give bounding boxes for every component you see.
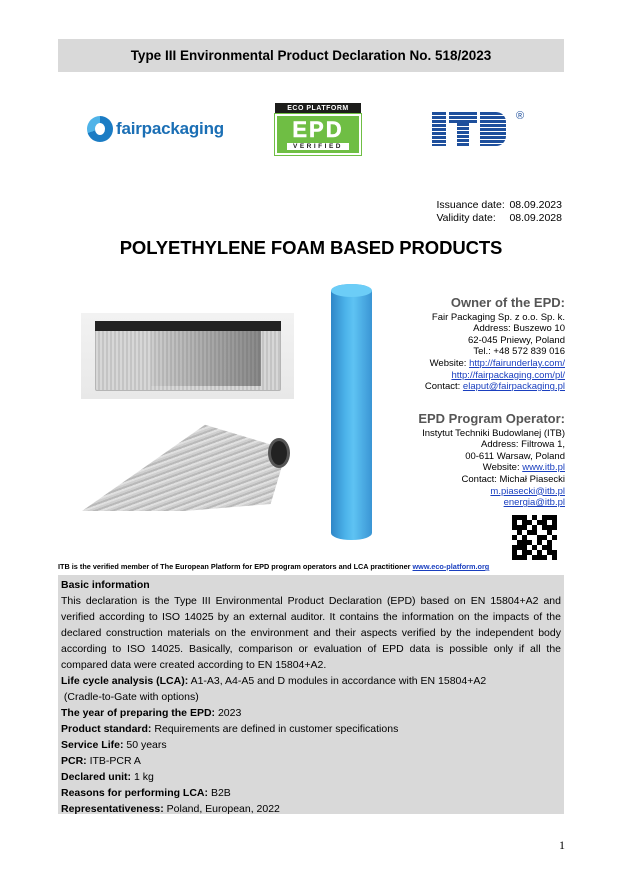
header-bar [58, 39, 564, 72]
itb-logo [432, 112, 532, 152]
declared-unit-label: Declared unit: [61, 771, 132, 783]
fairpackaging-logo-text: fairpackaging [116, 119, 224, 138]
operator-address1: Address: Filtrowa 1, [481, 439, 565, 451]
standard-label: Product standard: [61, 723, 152, 735]
owner-address1: Address: Buszewo 10 [473, 323, 565, 335]
product-title: POLYETHYLENE FOAM BASED PRODUCTS [119, 237, 503, 258]
itb-logo-b [480, 112, 506, 146]
reasons-label: Reasons for performing LCA: [61, 787, 209, 799]
itb-note-text: ITB is the verified member of The European Platform for EPD program operators and LCA practitioner [58, 562, 413, 571]
lca-note: (Cradle-to-Gate with options) [63, 691, 199, 703]
operator-name: Instytut Techniki Budowlanej (ITB) [422, 427, 565, 439]
issuance-date-label: Issuance date: [436, 199, 505, 211]
owner-contact-email[interactable]: elaput@fairpackaging.pl [462, 381, 565, 393]
product-photo-pouch [81, 313, 294, 399]
operator-block [315, 413, 565, 509]
registered-mark: ® [516, 110, 525, 122]
operator-email-1[interactable]: m.piasecki@itb.pl [490, 485, 565, 497]
dates-block [436, 199, 562, 225]
owner-company: Fair Packaging Sp. z o.o. Sp. k. [431, 311, 565, 323]
pouch-strip [95, 321, 281, 331]
operator-email-2[interactable]: energia@itb.pl [503, 497, 565, 509]
service-life-label: Service Life: [61, 739, 124, 751]
itb-logo-i [432, 112, 446, 146]
itb-membership-note [58, 562, 489, 571]
owner-website-link-1[interactable]: http://fairunderlay.com/ [469, 357, 565, 369]
validity-date-value: 08.09.2028 [509, 212, 562, 224]
operator-website-label: Website: [482, 462, 520, 474]
qr-code-icon [512, 515, 557, 560]
owner-heading: Owner of the EPD: [450, 295, 565, 310]
service-life-value: 50 years [126, 739, 167, 751]
epd-logo-box [275, 114, 361, 155]
basic-info-intro: This declaration is the Type III Environmental Product Declaration (EPD) based on EN 15804+A2 and verified according to ISO 14025 by an external auditor. It contains the information on the impacts of the declared construction materials on the environment and their aspects verified by the independent body according to ISO 14025. Basically, comparison or evaluation of EPD data is possible only if all the compared data were created according to EN 15804+A2. [61, 595, 561, 671]
pouch-shadow [151, 331, 261, 386]
eco-platform-link[interactable]: www.eco-platform.org [412, 562, 490, 571]
epd-logo-letters: EPD [292, 117, 344, 142]
owner-website-label: Website: [429, 357, 467, 369]
itb-logo-t [449, 112, 477, 146]
owner-contact-label: Contact: [424, 381, 461, 393]
owner-block [315, 297, 565, 393]
owner-tel: Tel.: +48 572 839 016 [473, 346, 565, 358]
year-label: The year of preparing the EPD: [61, 707, 216, 719]
owner-address2: 62-045 Pniewy, Poland [468, 334, 565, 346]
standard-value: Requirements are defined in customer specifications [154, 723, 399, 735]
representativeness-label: Representativeness: [61, 803, 164, 815]
epd-logo-verified: VERIFIED [287, 143, 349, 150]
lca-label: Life cycle analysis (LCA): [61, 675, 189, 687]
owner-website-link-2[interactable]: http://fairpackaging.com/pl/ [451, 369, 565, 381]
operator-address2: 00-611 Warsaw, Poland [465, 450, 565, 462]
validity-date-label: Validity date: [436, 212, 496, 224]
year-value: 2023 [217, 707, 242, 719]
reasons-value: B2B [210, 787, 231, 799]
operator-heading: EPD Program Operator: [418, 411, 565, 426]
page-number: 1 [559, 838, 565, 852]
document-title: Type III Environmental Product Declaration No. 518/2023 [130, 48, 492, 63]
representativeness-value: Poland, European, 2022 [166, 803, 280, 815]
issuance-date-value: 08.09.2023 [509, 199, 562, 211]
operator-website-link[interactable]: www.itb.pl [522, 462, 565, 474]
eco-platform-epd-logo [275, 103, 361, 155]
declared-unit-value: 1 kg [133, 771, 154, 783]
lca-value: A1-A3, A4-A5 and D modules in accordance with EN 15804+A2 [190, 675, 487, 687]
operator-contact: Contact: Michał Piasecki [461, 473, 565, 485]
pcr-label: PCR: [61, 755, 87, 767]
basic-information-box [58, 575, 564, 814]
pcr-value: ITB-PCR A [89, 755, 141, 767]
fairpackaging-logo-icon [87, 116, 113, 142]
basic-info-heading: Basic information [61, 579, 150, 591]
fairpackaging-logo [87, 109, 232, 149]
foam-roll-end [268, 438, 290, 468]
product-photo-foam-sheet [82, 423, 287, 511]
epd-logo-top: ECO PLATFORM [275, 103, 361, 114]
